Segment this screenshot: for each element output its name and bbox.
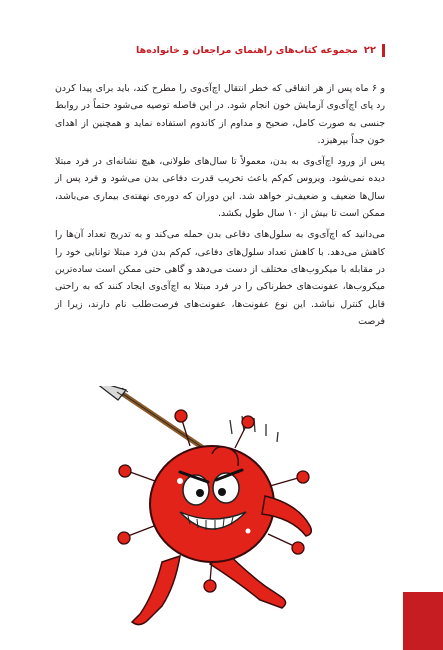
spear-head — [92, 386, 126, 400]
paragraph: می‌دانید که اچ‌آی‌وی به سلول‌های دفاعی بدن حمله می‌کند و به تدریج تعداد آن‌ها را کاهش می‌دهد. با کاهش تعداد سلول‌های دفاعی، کم‌کم بدن فرد مبتلا توانایی خود را در مقابله با میکروب‌های مختلف از دست می‌دهد و گاهی حتی ممکن است ساده‌ترین میکروب‌ها، عفونت‌های خطرناکی را در فرد مبتلا به اچ‌آی‌وی ایجاد کنند که به راحتی قابل کنترل نباشد. این نوع عفونت‌ها، عفونت‌های فرصت‌طلب نام دارند، زیرا از فرصت — [55, 229, 385, 327]
series-title: مجموعه کتاب‌های راهنمای مراجعان و خانواده‌ها — [136, 44, 358, 56]
paragraph: و ۶ ماه پس از هر اتفاقی که خطر انتقال اچ‌آی‌وی را مطرح کند، باید برای پیدا کردن رد پای اچ‌آی‌وی آزمایش خون انجام شود. در این فاصله توصیه می‌شود حتماً در روابط جنسی به صورت کامل، صحیح و مداوم از کاندوم استفاده نماید و همچنین از اهدای خون جداً بپرهیزد. — [55, 83, 385, 146]
virus-arm — [262, 496, 311, 536]
paragraph: پس از ورود اچ‌آی‌وی به بدن، معمولاً تا سال‌های طولانی، هیچ نشانه‌ای در فرد مبتلا دیده نمی‌شود. ویروس کم‌کم باعث تخریب قدرت دفاعی بدن می‌شود و فرد پس از سال‌ها ضعیف و ضعیف‌تر خواهد شد. این دوران که دوره‌ی نهفته‌ی بیماری می‌باشد، ممکن است تا بیش از ۱۰ سال طول بکشد. — [55, 156, 385, 220]
virus-leg — [132, 556, 180, 625]
chapter-tab — [403, 592, 443, 650]
running-header — [40, 42, 385, 58]
page-number: ۲۲ — [363, 44, 376, 56]
body-text — [55, 80, 385, 334]
virus-body — [150, 446, 274, 562]
virus-warrior-illustration — [70, 386, 375, 636]
header-accent-bar — [382, 44, 385, 57]
